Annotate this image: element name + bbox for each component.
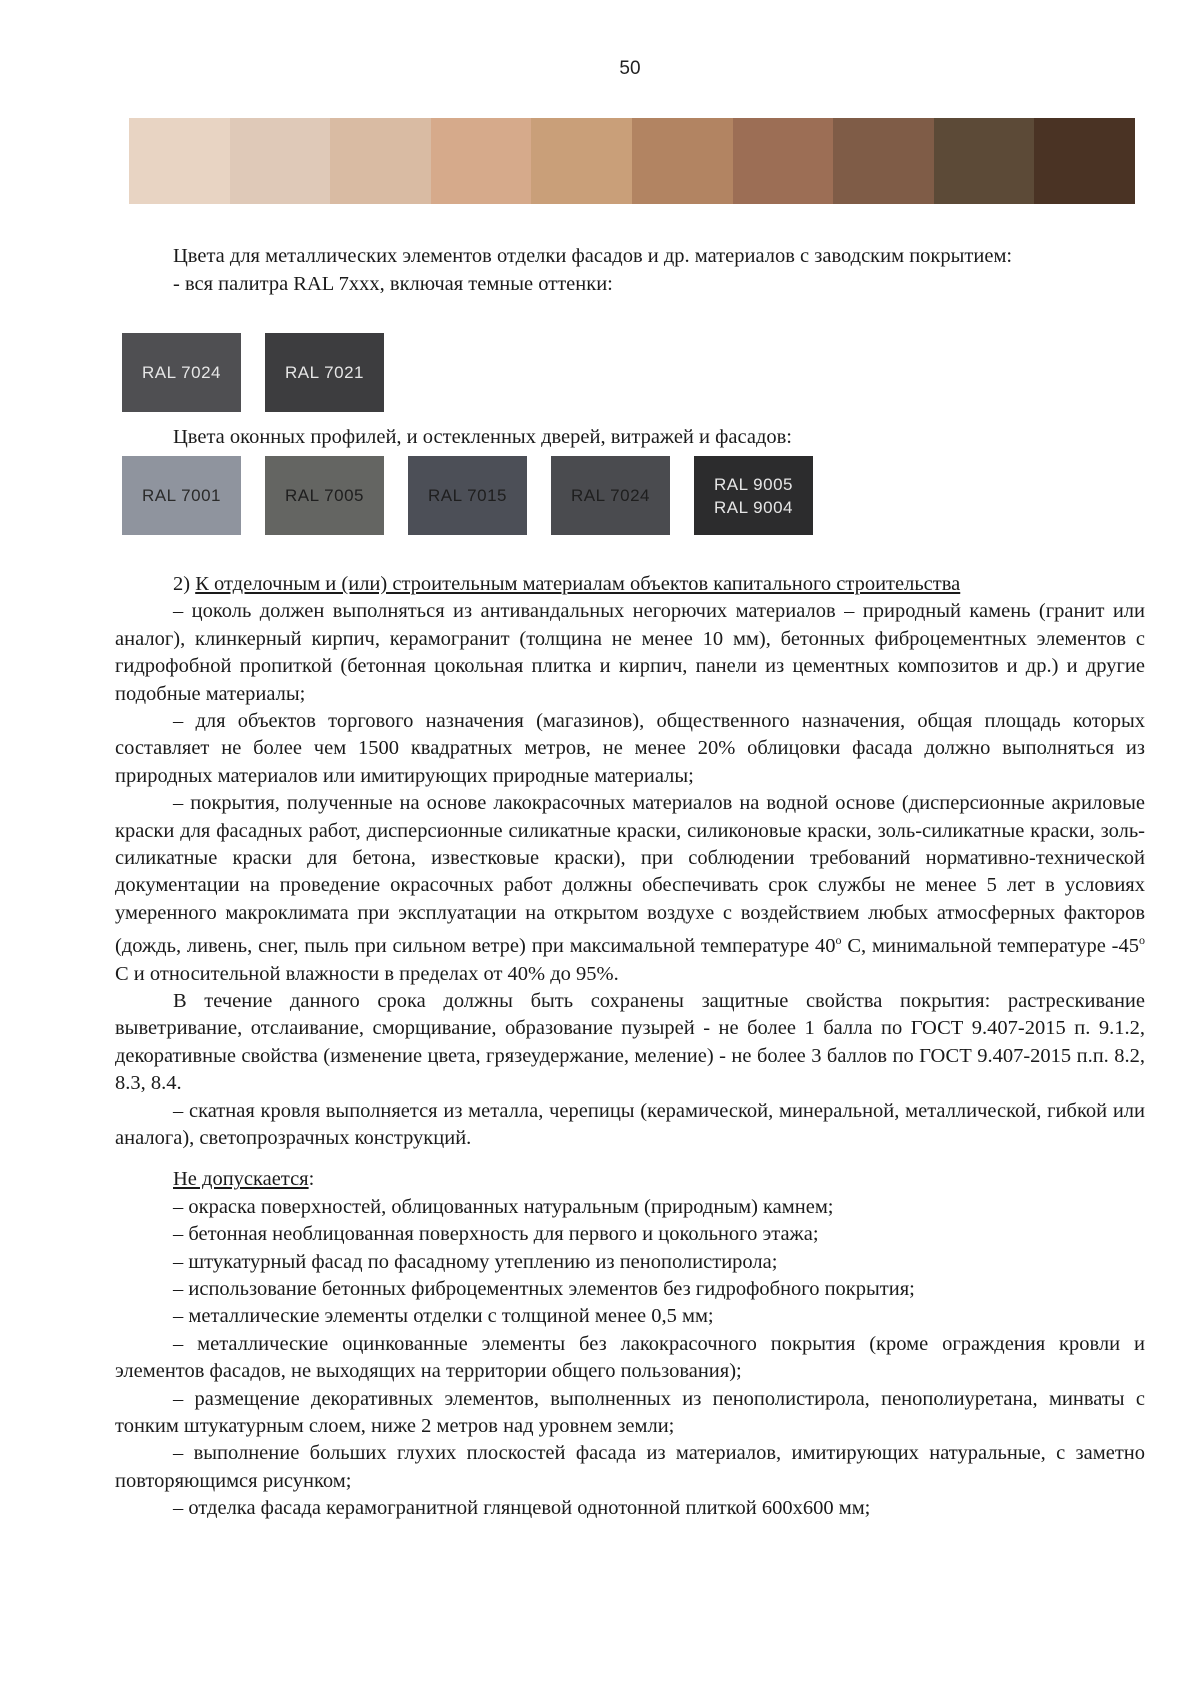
gradient-segment xyxy=(833,118,934,204)
not-allowed-item: – использование бетонных фиброцементных элементов без гидрофобного покрытия; xyxy=(173,1277,915,1300)
gradient-segment xyxy=(1034,118,1135,204)
swatch-label: RAL 7024 xyxy=(142,363,221,382)
metal-colors-line1: Цвета для металлических элементов отделки фасадов и др. материалов с заводским покрытием: xyxy=(173,245,1013,267)
section-2-number: 2) xyxy=(173,573,191,595)
swatch-label: RAL 7001 xyxy=(142,486,221,505)
gradient-segment xyxy=(431,118,532,204)
swatch-label: RAL 7021 xyxy=(285,363,364,382)
paragraph-roofing: – скатная кровля выполняется из металла, черепицы (керамической, минеральной, металлической, гибкой или аналога), светопрозрачных конструкций. xyxy=(115,1099,1145,1149)
page-number: 50 xyxy=(619,58,641,79)
swatch-label: RAL 7015 xyxy=(428,486,507,505)
paragraph-plinth: – цоколь должен выполняться из антивандальных негорючих материалов – природный камень (гранит или аналог), клинкерный кирпич, керамогранит (толщина не менее 10 мм), бетонных фиброцементных элементов с гидрофобной пропиткой (бетонная цокольная плитка и кирпич, панели из цементных композитов и др.) и другие подобные материалы; xyxy=(115,600,1145,705)
section-2-title: К отделочным и (или) строительным материалам объектов капитального строительства xyxy=(195,573,961,595)
swatch-ral-7024-b xyxy=(551,456,670,535)
gradient-segment xyxy=(129,118,230,204)
not-allowed-heading: Не допускается: xyxy=(173,1168,315,1191)
paragraph-commercial: – для объектов торгового назначения (магазинов), общественного назначения, общая площадь которых составляет не более чем 1500 квадратных метров, не менее 20% облицовки фасада должно выполняться из природных материалов или имитирующих природные материалы; xyxy=(115,710,1145,787)
gradient-segment xyxy=(733,118,834,204)
section-2 xyxy=(115,571,1145,1523)
swatch-label-secondary: RAL 9004 xyxy=(714,497,793,517)
not-allowed-item: – штукатурный фасад по фасадному утеплению из пенополистирола; xyxy=(173,1250,778,1273)
window-swatch-row xyxy=(122,456,813,535)
not-allowed-item: – выполнение больших глухих плоскостей фасада из материалов, имитирующих натуральные, с заметно повторяющимся рисунком; xyxy=(115,1442,1145,1492)
gradient-segment xyxy=(934,118,1035,204)
swatch-ral-7005 xyxy=(265,456,384,535)
swatch-ral-7024 xyxy=(122,333,241,412)
swatch-ral-7021 xyxy=(265,333,384,412)
color-gradient-strip xyxy=(129,118,1135,204)
swatch-label: RAL 7005 xyxy=(285,486,364,505)
gradient-segment xyxy=(632,118,733,204)
not-allowed-item: – отделка фасада керамогранитной глянцевой однотонной плиткой 600х600 мм; xyxy=(173,1497,871,1520)
not-allowed-title: Не допускается xyxy=(173,1168,309,1191)
swatch-label: RAL 7024 xyxy=(571,486,650,505)
metal-swatch-row xyxy=(122,333,384,412)
window-colors-intro xyxy=(115,424,1145,451)
section-2-heading xyxy=(115,571,1145,598)
metal-colors-intro xyxy=(115,243,1145,299)
swatch-ral-7001 xyxy=(122,456,241,535)
swatch-ral-7015 xyxy=(408,456,527,535)
not-allowed-item: – окраска поверхностей, облицованных натуральным (природным) камнем; xyxy=(173,1195,834,1218)
not-allowed-item: – металлические оцинкованные элементы без лакокрасочного покрытия (кроме ограждения кровли и элементов фасадов, не выходящих на территории общего пользования); xyxy=(115,1332,1145,1383)
not-allowed-item: – металлические элементы отделки с толщиной менее 0,5 мм; xyxy=(173,1305,714,1328)
paragraph-durability: В течение данного срока должны быть сохранены защитные свойства покрытия: растрескивание выветривание, отслаивание, сморщивание, образование пузырей - не более 1 балла по ГОСТ 9.407-2015 п. 9.1.2, декоративные свойства (изменение цвета, грязеудержание, меление) - не более 3 баллов по ГОСТ 9.407-2015 п.п. 8.2, 8.3, 8.4. xyxy=(115,989,1145,1095)
swatch-ral-9005-9004 xyxy=(694,456,813,535)
gradient-segment xyxy=(330,118,431,204)
gradient-segment xyxy=(230,118,331,204)
gradient-segment xyxy=(531,118,632,204)
swatch-label: RAL 9005 xyxy=(714,474,793,494)
degree-sign: o xyxy=(1139,933,1145,948)
not-allowed-item: – размещение декоративных элементов, выполненных из пенополистирола, пенополиуретана, минваты с тонким штукатурным слоем, ниже 2 метров над уровнем земли; xyxy=(115,1387,1145,1438)
not-allowed-list xyxy=(115,1194,1145,1523)
metal-colors-line2: - вся палитра RAL 7ххх, включая темные оттенки: xyxy=(173,273,613,296)
degree-sign: o xyxy=(835,933,842,948)
paragraph-coatings: – покрытия, полученные на основе лакокрасочных материалов на водной основе (дисперсионные акриловые краски для фасадных работ, дисперсионные силикатные краски, силиконовые краски, золь-силикатные краски, золь-силикатные краски для бетона, известковые краски), при соблюдении требований нормативно-технической документации на проведение окрасочных работ должны обеспечивать срок службы не менее 5 лет в условиях умеренного макроклимата при эксплуатации на открытом воздухе с воздействием любых атмосферных факторов (дождь, ливень, снег, пыль при сильном ветре) при максимальной температуре 40$^o$ С, минимальной температуре -45$^o$ С и относительной влажности в пределах от 40% до 95%. xyxy=(115,792,1145,985)
not-allowed-item: – бетонная необлицованная поверхность для первого и цокольного этажа; xyxy=(173,1223,819,1246)
window-colors-text: Цвета оконных профилей, и остекленных дверей, витражей и фасадов: xyxy=(173,426,793,448)
